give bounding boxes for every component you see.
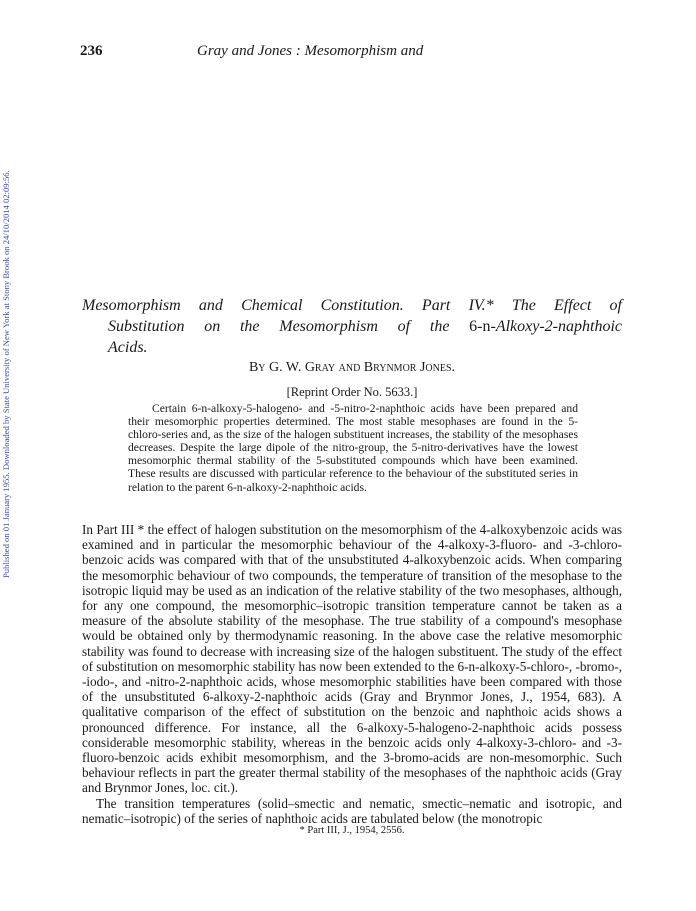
abstract xyxy=(128,402,578,494)
title-line-1: Mesomorphism and Chemical Constitution. Part IV.* The Effect of xyxy=(82,297,622,314)
page-number: 236 xyxy=(80,43,103,59)
body-text xyxy=(82,522,622,826)
running-head: Gray and Jones : Mesomorphism and xyxy=(197,43,424,59)
title-line-2-part-c: Alkoxy-2-naphthoic xyxy=(495,318,622,335)
body-paragraph-2: The transition temperatures (solid–smectic and nematic, smectic–nematic and isotropic, and nematic–isotropic) of the series of naphthoic acids are tabulated below (the monotropic xyxy=(82,795,622,826)
abstract-text: Certain 6-n-alkoxy-5-halogeno- and -5-nitro-2-naphthoic acids have been prepared and their mesomorphic properties determined. The most stable mesophases are found in the 5-chloro-series and, as the size of the halogen substituent increases, the stability of the mesophases decreases. Despite the large dipole of the nitro-group, the 5-nitro-derivatives have the lowest mesomorphic thermal stability of the 5-substituted compounds which have been examined. These results are discussed with particular reference to the behaviour of the substituted series in relation to the parent 6-n-alkoxy-2-naphthoic acids. xyxy=(128,402,578,494)
body-paragraph-1: In Part III * the effect of halogen substitution on the mesomorphism of the 4-alkoxybenzoic acids was examined and in particular the mesomorphic behaviour of the 4-alkoxy-3-fluoro- and -3-chloro-benzoic acids was compared with that of the unsubstituted 4-alkoxybenzoic acids. When comparing the mesomorphic behaviour of two compounds, the temperature of transition of the mesophase to the isotropic liquid may be used as an indication of the relative stability of the two mesophases, although, for any one compound, the mesomorphic–isotropic transition temperature cannot be taken as a measure of the absolute stability of the mesophase. The true stability of a compound's mesophase would be obtained only by thermodynamic reasoning. In the above case the relative mesomorphic stability was found to decrease with increasing size of the halogen substituent. The study of the effect of substitution on mesomorphic stability has now been extended to the 6-n-alkoxy-5-chloro-, -bromo-, -iodo-, and -nitro-2-naphthoic acids, whose mesomorphic stabilities have been compared with those of the unsubstituted 6-alkoxy-2-naphthoic acids (Gray and Brynmor Jones, J., 1954, 683). A qualitative comparison of the effect of substitution on the benzoic and naphthoic acids shows a pronounced difference. For instance, all the 6-alkoxy-5-halogeno-2-naphthoic acids possess considerable mesomorphic stability, whereas in the benzoic acids only 4-alkoxy-3-chloro- and -3-fluoro-benzoic acids exhibit mesomorphism, and the 3-bromo-acids are non-mesomorphic. Such behaviour reflects in part the greater thermal stability of the mesophases of the naphthoic acids (Gray and Brynmor Jones, loc. cit.). xyxy=(82,522,622,796)
download-notice-text: Published on 01 January 1955. Downloaded by State University of New York at Stony Brook on 24/10/2014 02:09:56. xyxy=(1,170,11,578)
title-line-2-part-a: Substitution on the Mesomorphism of the xyxy=(108,318,470,335)
title-line-2-part-b: 6-n- xyxy=(469,318,496,335)
title-line-3: Acids. xyxy=(108,339,148,356)
download-notice xyxy=(0,58,14,578)
title-line-2 xyxy=(82,316,622,337)
article-title xyxy=(82,295,622,358)
author-byline: By G. W. Gray and Brynmor Jones. xyxy=(248,360,456,375)
footnote: * Part III, J., 1954, 2556. xyxy=(299,825,405,836)
reprint-order: [Reprint Order No. 5633.] xyxy=(286,385,418,399)
